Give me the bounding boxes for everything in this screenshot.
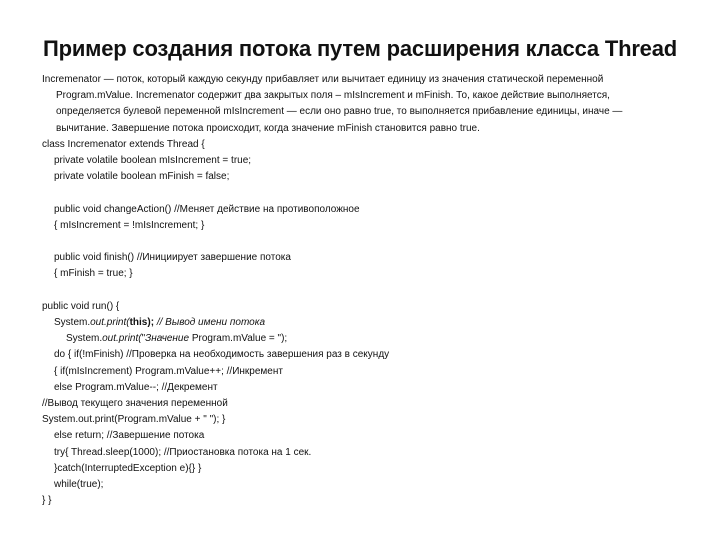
code-line: public void changeAction() //Меняет действие на противоположное	[54, 203, 360, 215]
code-fragment: out.print(	[102, 333, 142, 345]
code-line: else Program.mValue--; //Декремент	[54, 381, 218, 393]
code-line: public void run() {	[42, 300, 120, 312]
code-comment: // Вывод имени потока	[154, 317, 266, 328]
intro-line: Incremenator — поток, который каждую секунду прибавляет или вычитает единицу из значения статической переменной	[42, 74, 604, 85]
intro-line: Program.mValue. Incremenator содержит два закрытых поля – mIsIncrement и mFinish. То, какое действие выполняется,	[56, 90, 610, 102]
code-line: else return; //Завершение потока	[54, 430, 205, 442]
code-fragment: "	[141, 333, 146, 345]
code-line: { if(mIsIncrement) Program.mValue++; //Инкремент	[54, 365, 283, 377]
code-fragment: out.print(	[90, 317, 130, 328]
blank-line	[42, 185, 682, 201]
code-line: public void finish() //Инициирует завершение потока	[54, 252, 291, 264]
code-line: do { if(!mFinish) //Проверка на необходимость завершения раз в секунду	[54, 349, 390, 361]
code-line: }catch(InterruptedException e){} }	[54, 462, 202, 474]
code-line: private volatile boolean mFinish = false;	[54, 171, 230, 183]
code-line: System.out.print(Program.mValue + " "); }	[42, 414, 226, 426]
blank-line	[42, 234, 682, 250]
code-line: //Вывод текущего значения переменной	[42, 398, 228, 410]
code-fragment: System.	[54, 317, 91, 328]
intro-line: определяется булевой переменной mIsIncrement — если оно равно true, то выполняется прибавление единицы, иначе —	[56, 106, 623, 118]
code-fragment: System.	[66, 333, 103, 345]
intro-line: вычитание. Завершение потока происходит, когда значение mFinish становится равно true.	[56, 122, 480, 134]
code-line: while(true);	[54, 479, 104, 491]
blank-line	[42, 283, 682, 299]
code-fragment: this);	[129, 317, 155, 328]
code-line: private volatile boolean mIsIncrement = true;	[54, 155, 252, 167]
code-line	[42, 331, 682, 347]
slide-title: Пример создания потока путем расширения класса Thread	[42, 36, 677, 61]
code-line: { mIsIncrement = !mIsIncrement; }	[54, 219, 205, 231]
code-fragment: Значение	[145, 333, 190, 345]
code-line: { mFinish = true; }	[54, 268, 133, 280]
code-line: try{ Thread.sleep(1000); //Приостановка потока на 1 сек.	[54, 446, 312, 458]
code-line	[42, 315, 682, 331]
code-line: } }	[42, 495, 52, 507]
code-fragment: Program.mValue = ");	[189, 333, 288, 345]
code-line: class Incremenator extends Thread {	[42, 138, 205, 150]
slide-body	[42, 72, 682, 509]
